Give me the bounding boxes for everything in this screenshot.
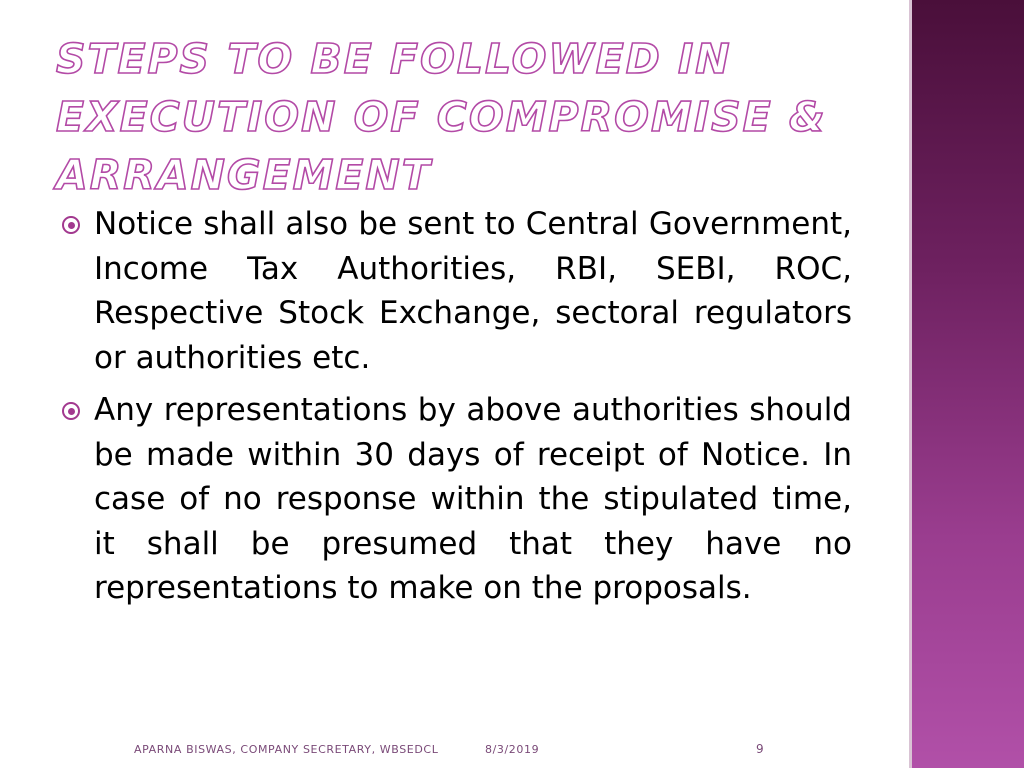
footer-author: APARNA BISWAS, COMPANY SECRETARY, WBSEDCL xyxy=(134,743,439,756)
radio-dot-bullet-icon xyxy=(62,216,80,234)
slide-title: STEPS TO BE FOLLOWED IN EXECUTION OF COMPROMISE & ARRANGEMENT xyxy=(56,35,827,199)
bullet-text: Any representations by above authorities should be made within 30 days of receipt of Notice. In case of no response within the stipulated time, it shall be presumed that they have no representations to make on the proposals. xyxy=(94,392,852,606)
decorative-side-band xyxy=(912,0,1024,768)
bullet-item xyxy=(60,388,852,611)
bullet-list xyxy=(60,202,852,619)
radio-dot-bullet-icon xyxy=(62,402,80,420)
footer-date: 8/3/2019 xyxy=(485,743,540,756)
footer-page-number: 9 xyxy=(756,742,764,756)
bullet-text: Notice shall also be sent to Central Government, Income Tax Authorities, RBI, SEBI, ROC, Respective Stock Exchange, sectoral regulators or authorities etc. xyxy=(94,206,852,376)
bullet-item xyxy=(60,202,852,380)
